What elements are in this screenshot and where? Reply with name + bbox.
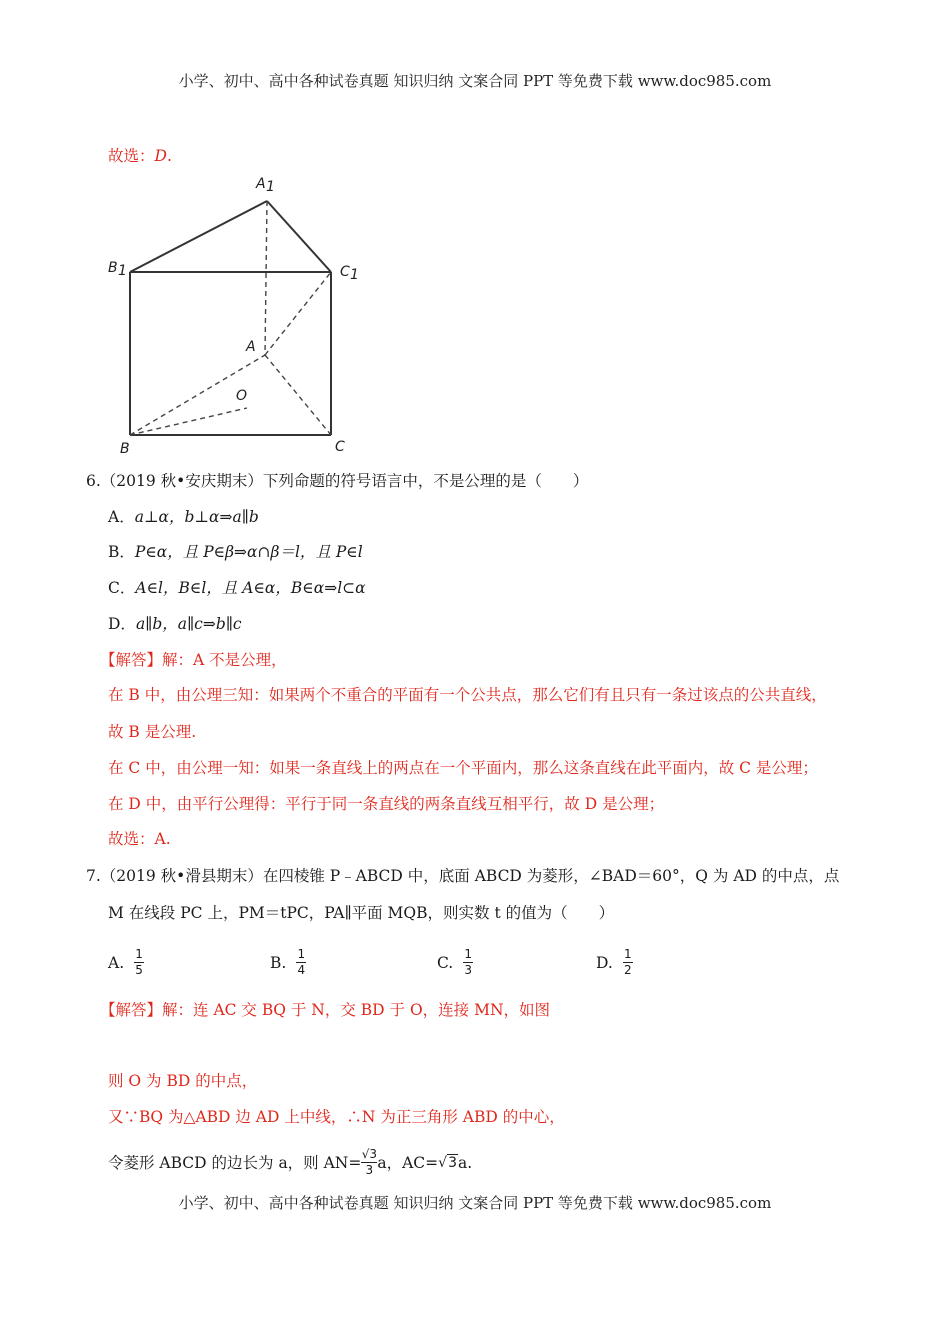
prev-answer-choice: D <box>154 147 167 165</box>
q6-number: 6. <box>86 472 101 490</box>
q6-answer-text1: 解：A 不是公理， <box>162 651 287 669</box>
an-fraction-num: √3 <box>361 1147 377 1161</box>
q7-option-d-den: 2 <box>623 963 632 977</box>
q7-option-b-label: B. <box>270 953 287 972</box>
q6-answer-tag: 【解答】 <box>100 651 163 669</box>
prism-figure <box>100 172 360 462</box>
prev-answer-prefix: 故选： <box>108 147 155 165</box>
an-fraction <box>361 1148 377 1177</box>
edge-a-c1 <box>265 272 331 355</box>
q7-option-c <box>437 948 473 977</box>
q7-stem-line2: M 在线段 PC 上，PM＝tPC，PA∥平面 MQB，则实数 t 的值为（ ） <box>108 904 615 922</box>
q6-stem-text: 下列命题的符号语言中，不是公理的是（ ） <box>262 472 589 490</box>
q6-option-b-text: P∈α，且 P∈β⇒α∩β＝l，且 P∈l <box>134 543 363 561</box>
q6-answer-line1 <box>100 650 287 670</box>
q7-option-d-label: D. <box>596 953 613 972</box>
q6-option-b-label: B． <box>108 543 135 561</box>
q7-option-b-den: 4 <box>297 963 306 977</box>
q6-option-a-text: a⊥α，b⊥α⇒a∥b <box>134 508 259 526</box>
q7-option-c-label: C. <box>437 953 454 972</box>
edge-a1-a <box>265 201 267 355</box>
q6-answer-line2: 在 B 中，由公理三知：如果两个不重合的平面有一个公共点，那么它们有且只有一条过该点的公共直线， <box>108 686 827 704</box>
q7-option-a <box>108 948 144 977</box>
label-o: O <box>236 388 248 404</box>
q7-option-c-num: 1 <box>464 947 473 961</box>
q7-option-b-fraction <box>296 948 306 977</box>
q7-option-d-fraction <box>623 948 633 977</box>
q7-option-b <box>270 948 306 977</box>
label-a: A <box>246 339 256 355</box>
q6-source: （2019 秋•安庆期末） <box>100 472 263 490</box>
label-c1: C <box>340 264 350 280</box>
q6-option-d-label: D． <box>108 615 136 633</box>
q6-answer-line6: 故选：A. <box>108 830 171 848</box>
label-b1: B <box>108 260 118 276</box>
label-a1: A <box>256 176 266 192</box>
prev-answer <box>108 146 172 166</box>
q7-option-a-den: 5 <box>135 963 143 977</box>
q7-answer-line4-mid: a，AC= <box>377 1153 439 1172</box>
q7-option-a-fraction <box>134 948 144 977</box>
q7-option-a-num: 1 <box>135 947 143 961</box>
an-fraction-den: 3 <box>365 1163 374 1177</box>
page-footer: 小学、初中、高中各种试卷真题 知识归纳 文案合同 PPT 等免费下载 www.doc985.com <box>178 1194 772 1212</box>
q6-option-d <box>108 614 242 634</box>
label-b: B <box>120 441 130 457</box>
q6-option-a <box>108 507 259 527</box>
prev-answer-suffix: . <box>166 147 172 165</box>
q6-option-b <box>108 542 363 562</box>
q7-source: （2019 秋•滑县期末） <box>100 867 263 885</box>
q6-option-c <box>108 578 366 598</box>
ac-sqrt: √3 <box>438 1154 457 1171</box>
label-c: C <box>335 439 345 455</box>
q6-answer-line5: 在 D 中，由平行公理得：平行于同一条直线的两条直线互相平行，故 D 是公理； <box>108 795 665 813</box>
edge-b-o <box>130 408 247 435</box>
q7-option-c-den: 3 <box>464 963 473 977</box>
edge-b1-a1 <box>130 201 267 272</box>
edge-a1-c1 <box>267 201 331 272</box>
q7-answer-line4-prefix: 令菱形 ABCD 的边长为 a，则 AN= <box>108 1153 362 1172</box>
q6-option-a-label: A． <box>108 508 135 526</box>
label-c1-sub: 1 <box>350 267 359 283</box>
q7-answer-line1 <box>100 1000 550 1020</box>
q6-option-c-text: A∈l，B∈l，且 A∈α，B∈α⇒l⊂α <box>135 579 366 597</box>
label-a1-sub: 1 <box>266 179 275 195</box>
q6-answer-line4: 在 C 中，由公理一知：如果一条直线上的两点在一个平面内，那么这条直线在此平面内，故 C 是公理； <box>108 759 818 777</box>
edge-a-c <box>265 355 331 435</box>
q7-answer-tag: 【解答】 <box>100 1001 163 1019</box>
q6-option-d-text: a∥b，a∥c⇒b∥c <box>135 615 242 633</box>
q7-stem-text1: 在四棱锥 P﹣ABCD 中，底面 ABCD 为菱形，∠BAD＝60°，Q 为 AD 的中点，点 <box>262 867 840 885</box>
q7-answer-line4-suffix: a. <box>458 1153 473 1172</box>
q7-option-a-label: A. <box>108 953 125 972</box>
q6-answer-line3: 故 B 是公理. <box>108 723 197 741</box>
q7-option-d-num: 1 <box>623 947 632 961</box>
q7-option-b-num: 1 <box>297 947 306 961</box>
q6-option-c-label: C． <box>108 579 136 597</box>
ac-sqrt-radicand: 3 <box>448 1154 457 1171</box>
label-b1-sub: 1 <box>118 263 127 279</box>
q7-answer-line4 <box>108 1148 472 1177</box>
q7-answer-line2: 则 O 为 BD 的中点， <box>108 1072 258 1090</box>
page-header: 小学、初中、高中各种试卷真题 知识归纳 文案合同 PPT 等免费下载 www.doc985.com <box>178 72 772 90</box>
q7-number: 7. <box>86 867 101 885</box>
q7-option-c-fraction <box>463 948 473 977</box>
q7-answer-line3: 又∵BQ 为△ABD 边 AD 上中线，∴N 为正三角形 ABD 的中心， <box>108 1108 565 1126</box>
q7-stem-line1 <box>86 866 839 886</box>
q6-stem <box>86 471 588 491</box>
q7-answer-text1: 解：连 AC 交 BQ 于 N，交 BD 于 O，连接 MN，如图 <box>162 1001 551 1019</box>
q7-option-d <box>596 948 633 977</box>
